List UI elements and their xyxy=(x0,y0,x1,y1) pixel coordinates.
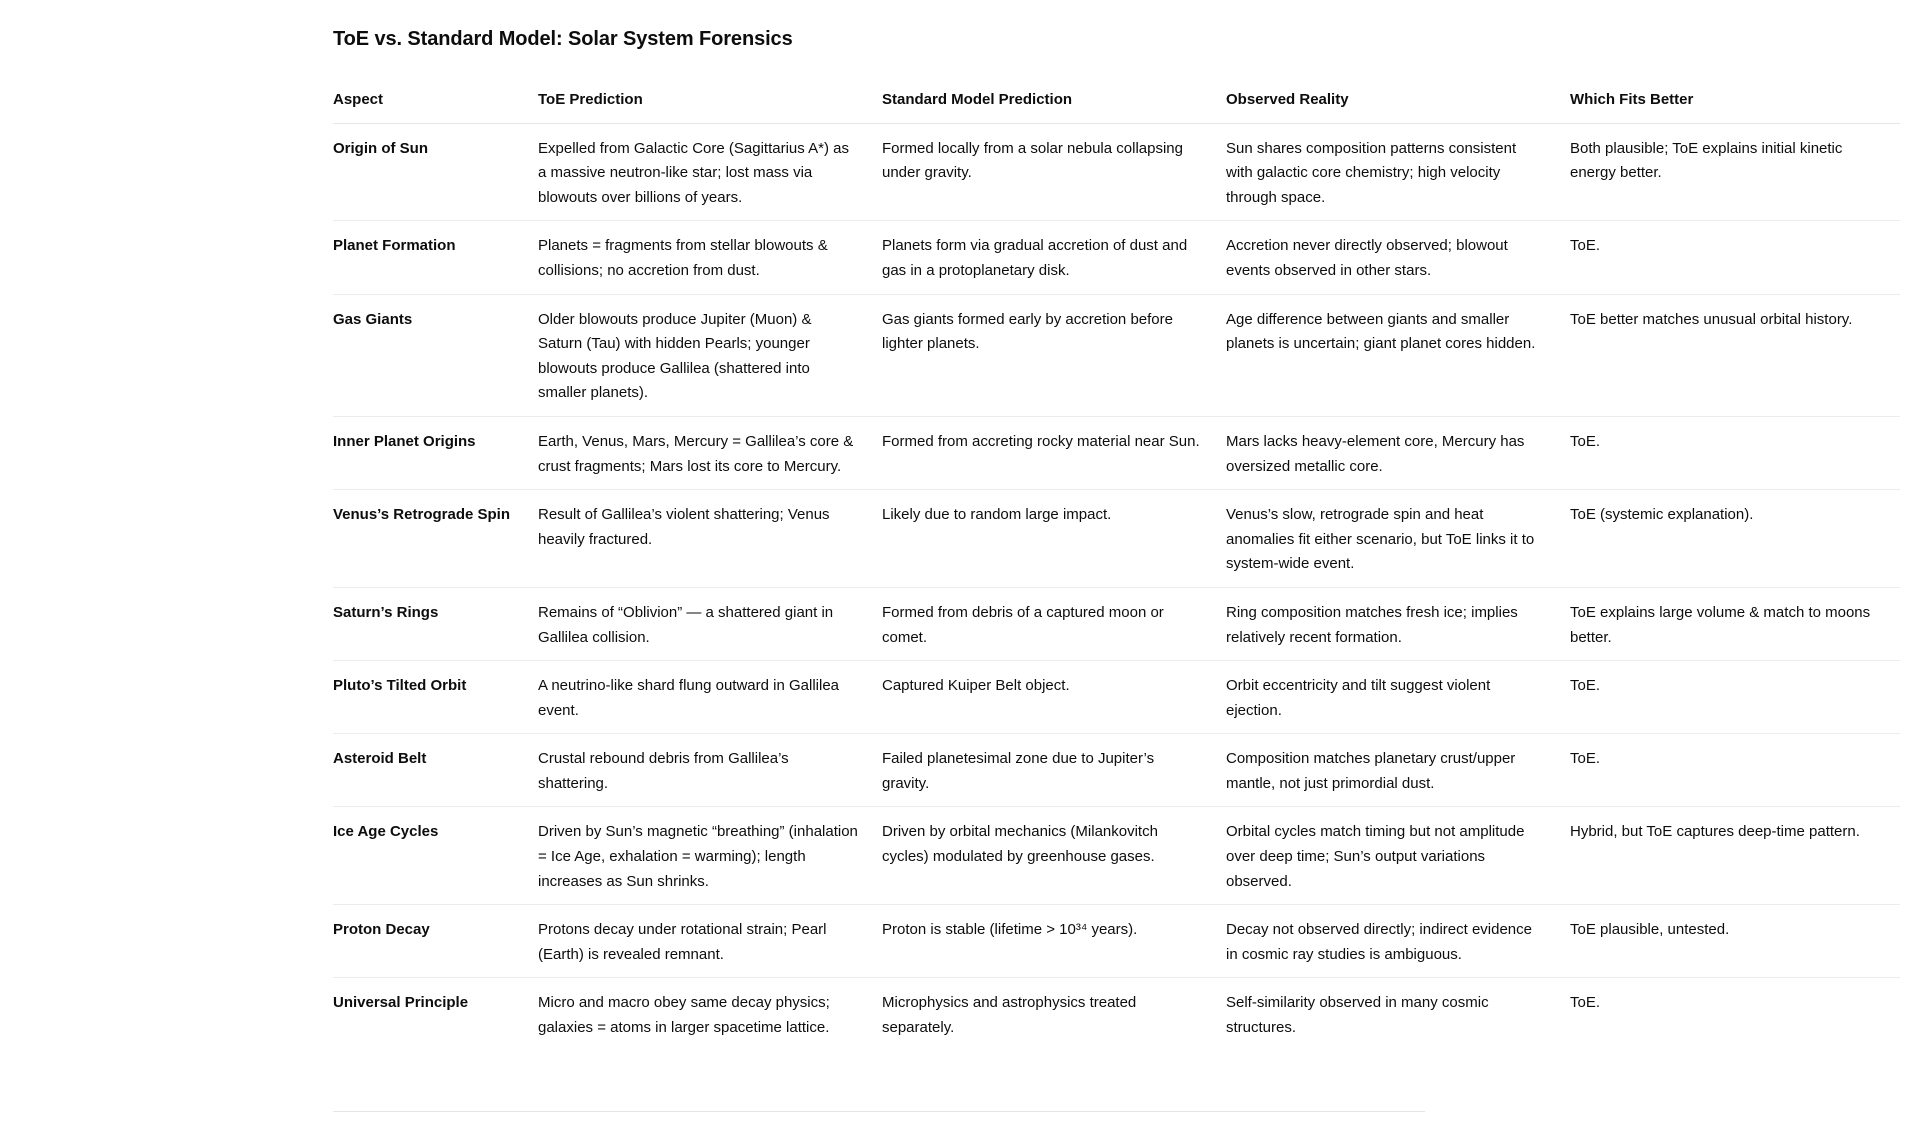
cell-toe-prediction: Expelled from Galactic Core (Sagittarius A*) as a massive neutron-like star; lost mass via blowouts over billions of years. xyxy=(538,123,882,221)
cell-observed-reality: Sun shares composition patterns consistent with galactic core chemistry; high velocity through space. xyxy=(1226,123,1570,221)
table-row xyxy=(333,416,1900,489)
cell-which-fits-better: ToE explains large volume & match to moons better. xyxy=(1570,587,1900,660)
table-body xyxy=(333,123,1900,1051)
cell-standard-model-prediction: Likely due to random large impact. xyxy=(882,490,1226,588)
cell-toe-prediction: Driven by Sun’s magnetic “breathing” (inhalation = Ice Age, exhalation = warming); length increases as Sun shrinks. xyxy=(538,807,882,905)
cell-observed-reality: Self-similarity observed in many cosmic structures. xyxy=(1226,994,1489,1037)
cell-standard-model-prediction: Microphysics and astrophysics treated separately. xyxy=(882,994,1137,1037)
cell-observed-reality: Age difference between giants and smaller planets is uncertain; giant planet cores hidden. xyxy=(1226,294,1570,416)
table-row xyxy=(333,587,1900,660)
cell-aspect: Gas Giants xyxy=(333,294,538,416)
cell-toe-prediction: Protons decay under rotational strain; Pearl (Earth) is revealed remnant. xyxy=(538,905,882,978)
cell-observed-reality: Accretion never directly observed; blowout events observed in other stars. xyxy=(1226,221,1570,294)
cell-aspect: Origin of Sun xyxy=(333,123,538,221)
cell-which-fits-better: ToE. xyxy=(1570,994,1601,1012)
cell-aspect: Planet Formation xyxy=(333,221,538,294)
cell-observed-reality: Decay not observed directly; indirect evidence in cosmic ray studies is ambiguous. xyxy=(1226,905,1570,978)
cell-which-fits-better: ToE plausible, untested. xyxy=(1570,905,1900,978)
table-row xyxy=(333,490,1900,588)
comparison-table xyxy=(333,82,1900,1051)
cell-toe-prediction: Earth, Venus, Mars, Mercury = Gallilea’s core & crust fragments; Mars lost its core to Mercury. xyxy=(538,416,882,489)
cell-which-fits-better: ToE. xyxy=(1570,221,1900,294)
cell-aspect: Proton Decay xyxy=(333,905,538,978)
cell-observed-reality: Venus’s slow, retrograde spin and heat anomalies fit either scenario, but ToE links it to system-wide event. xyxy=(1226,490,1570,588)
column-header-toe-prediction: ToE Prediction xyxy=(538,82,882,123)
cell-which-fits-better: ToE. xyxy=(1570,661,1900,734)
cell-which-fits-better: ToE (systemic explanation). xyxy=(1570,490,1900,588)
cell-which-fits-better: ToE. xyxy=(1570,416,1900,489)
column-header-standard-model-prediction: Standard Model Prediction xyxy=(882,82,1226,123)
table-row xyxy=(333,661,1900,734)
table-row xyxy=(333,807,1900,905)
cell-which-fits-better: ToE. xyxy=(1570,734,1900,807)
cell-which-fits-better: Hybrid, but ToE captures deep-time pattern. xyxy=(1570,807,1900,905)
page-title: ToE vs. Standard Model: Solar System Forensics xyxy=(333,28,793,50)
comparison-table-container xyxy=(333,82,1900,1051)
column-header-aspect: Aspect xyxy=(333,82,538,123)
table-row xyxy=(333,123,1900,221)
table-row xyxy=(333,905,1900,978)
cell-standard-model-prediction: Driven by orbital mechanics (Milankovitch cycles) modulated by greenhouse gases. xyxy=(882,807,1226,905)
column-header-observed-reality: Observed Reality xyxy=(1226,82,1570,123)
cell-standard-model-prediction: Failed planetesimal zone due to Jupiter’s gravity. xyxy=(882,734,1226,807)
cell-toe-prediction: Crustal rebound debris from Gallilea’s shattering. xyxy=(538,734,882,807)
cell-observed-reality: Orbital cycles match timing but not amplitude over deep time; Sun’s output variations observed. xyxy=(1226,807,1570,905)
cell-toe-prediction: Result of Gallilea’s violent shattering; Venus heavily fractured. xyxy=(538,490,882,588)
cell-toe-prediction: Planets = fragments from stellar blowouts & collisions; no accretion from dust. xyxy=(538,221,882,294)
table-row xyxy=(333,734,1900,807)
cell-aspect: Universal Principle xyxy=(333,994,469,1012)
cell-observed-reality: Orbit eccentricity and tilt suggest violent ejection. xyxy=(1226,661,1570,734)
cell-toe-prediction: Micro and macro obey same decay physics; galaxies = atoms in larger spacetime lattice. xyxy=(538,994,830,1037)
table-header xyxy=(333,82,1900,123)
cell-standard-model-prediction: Formed from accreting rocky material near Sun. xyxy=(882,416,1226,489)
cell-toe-prediction: Older blowouts produce Jupiter (Muon) & Saturn (Tau) with hidden Pearls; younger blowouts produce Gallilea (shattered into smaller planets). xyxy=(538,294,882,416)
cell-toe-prediction: A neutrino-like shard flung outward in Gallilea event. xyxy=(538,661,882,734)
cell-standard-model-prediction: Formed locally from a solar nebula collapsing under gravity. xyxy=(882,123,1226,221)
cell-observed-reality: Ring composition matches fresh ice; implies relatively recent formation. xyxy=(1226,587,1570,660)
cell-aspect: Pluto’s Tilted Orbit xyxy=(333,661,538,734)
cell-aspect: Inner Planet Origins xyxy=(333,416,538,489)
cell-toe-prediction: Remains of “Oblivion” — a shattered giant in Gallilea collision. xyxy=(538,587,882,660)
table-row xyxy=(333,294,1900,416)
cell-aspect: Ice Age Cycles xyxy=(333,807,538,905)
cell-standard-model-prediction: Planets form via gradual accretion of dust and gas in a protoplanetary disk. xyxy=(882,221,1226,294)
cell-which-fits-better: ToE better matches unusual orbital history. xyxy=(1570,294,1900,416)
cell-standard-model-prediction: Gas giants formed early by accretion before lighter planets. xyxy=(882,294,1226,416)
cell-standard-model-prediction: Formed from debris of a captured moon or comet. xyxy=(882,587,1226,660)
table-row xyxy=(333,221,1900,294)
cell-aspect: Saturn’s Rings xyxy=(333,587,538,660)
column-header-which-fits-better: Which Fits Better xyxy=(1570,82,1900,123)
section-divider xyxy=(333,1111,1425,1112)
cell-standard-model-prediction: Proton is stable (lifetime > 10³⁴ years). xyxy=(882,905,1226,978)
cell-observed-reality: Composition matches planetary crust/upper mantle, not just primordial dust. xyxy=(1226,734,1570,807)
cell-which-fits-better: Both plausible; ToE explains initial kinetic energy better. xyxy=(1570,123,1900,221)
table-row xyxy=(333,978,1900,1051)
cell-standard-model-prediction: Captured Kuiper Belt object. xyxy=(882,661,1226,734)
header-row xyxy=(333,82,1900,123)
cell-observed-reality: Mars lacks heavy-element core, Mercury has oversized metallic core. xyxy=(1226,416,1570,489)
cell-aspect: Venus’s Retrograde Spin xyxy=(333,490,538,588)
cell-aspect: Asteroid Belt xyxy=(333,734,538,807)
